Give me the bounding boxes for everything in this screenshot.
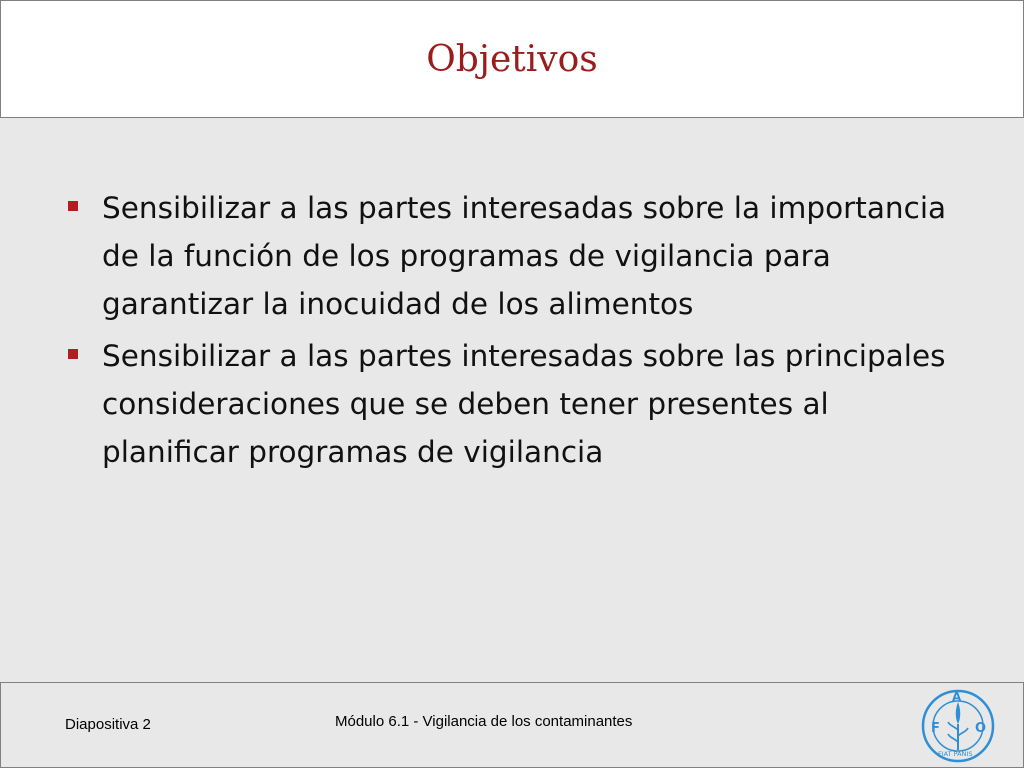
bullet-item <box>62 332 962 476</box>
fao-logo-icon <box>920 688 996 764</box>
module-title: Módulo 6.1 - Vigilancia de los contaminantes <box>335 713 633 730</box>
logo-letter: O <box>975 721 987 736</box>
bullet-text: Sensibilizar a las partes interesadas sobre la importancia de la función de los programas de vigilancia para garantizar la inocuidad de los alimentos <box>102 191 947 321</box>
slide-title: Objetivos <box>426 39 598 80</box>
logo-letter: F <box>931 721 940 736</box>
bullet-item <box>62 184 962 328</box>
bullet-text: Sensibilizar a las partes interesadas sobre las principales consideraciones que se deben tener presentes al planificar programas de vigilancia <box>102 339 946 469</box>
square-bullet-icon <box>68 349 78 359</box>
slide-header <box>0 0 1024 118</box>
slide-footer <box>0 682 1024 768</box>
logo-motto: FIAT PANIS <box>938 750 973 758</box>
slide-content <box>0 118 1024 682</box>
bullet-list <box>62 184 962 480</box>
square-bullet-icon <box>68 201 78 211</box>
logo-letter: A <box>952 690 962 704</box>
slide-number: Diapositiva 2 <box>65 716 151 733</box>
